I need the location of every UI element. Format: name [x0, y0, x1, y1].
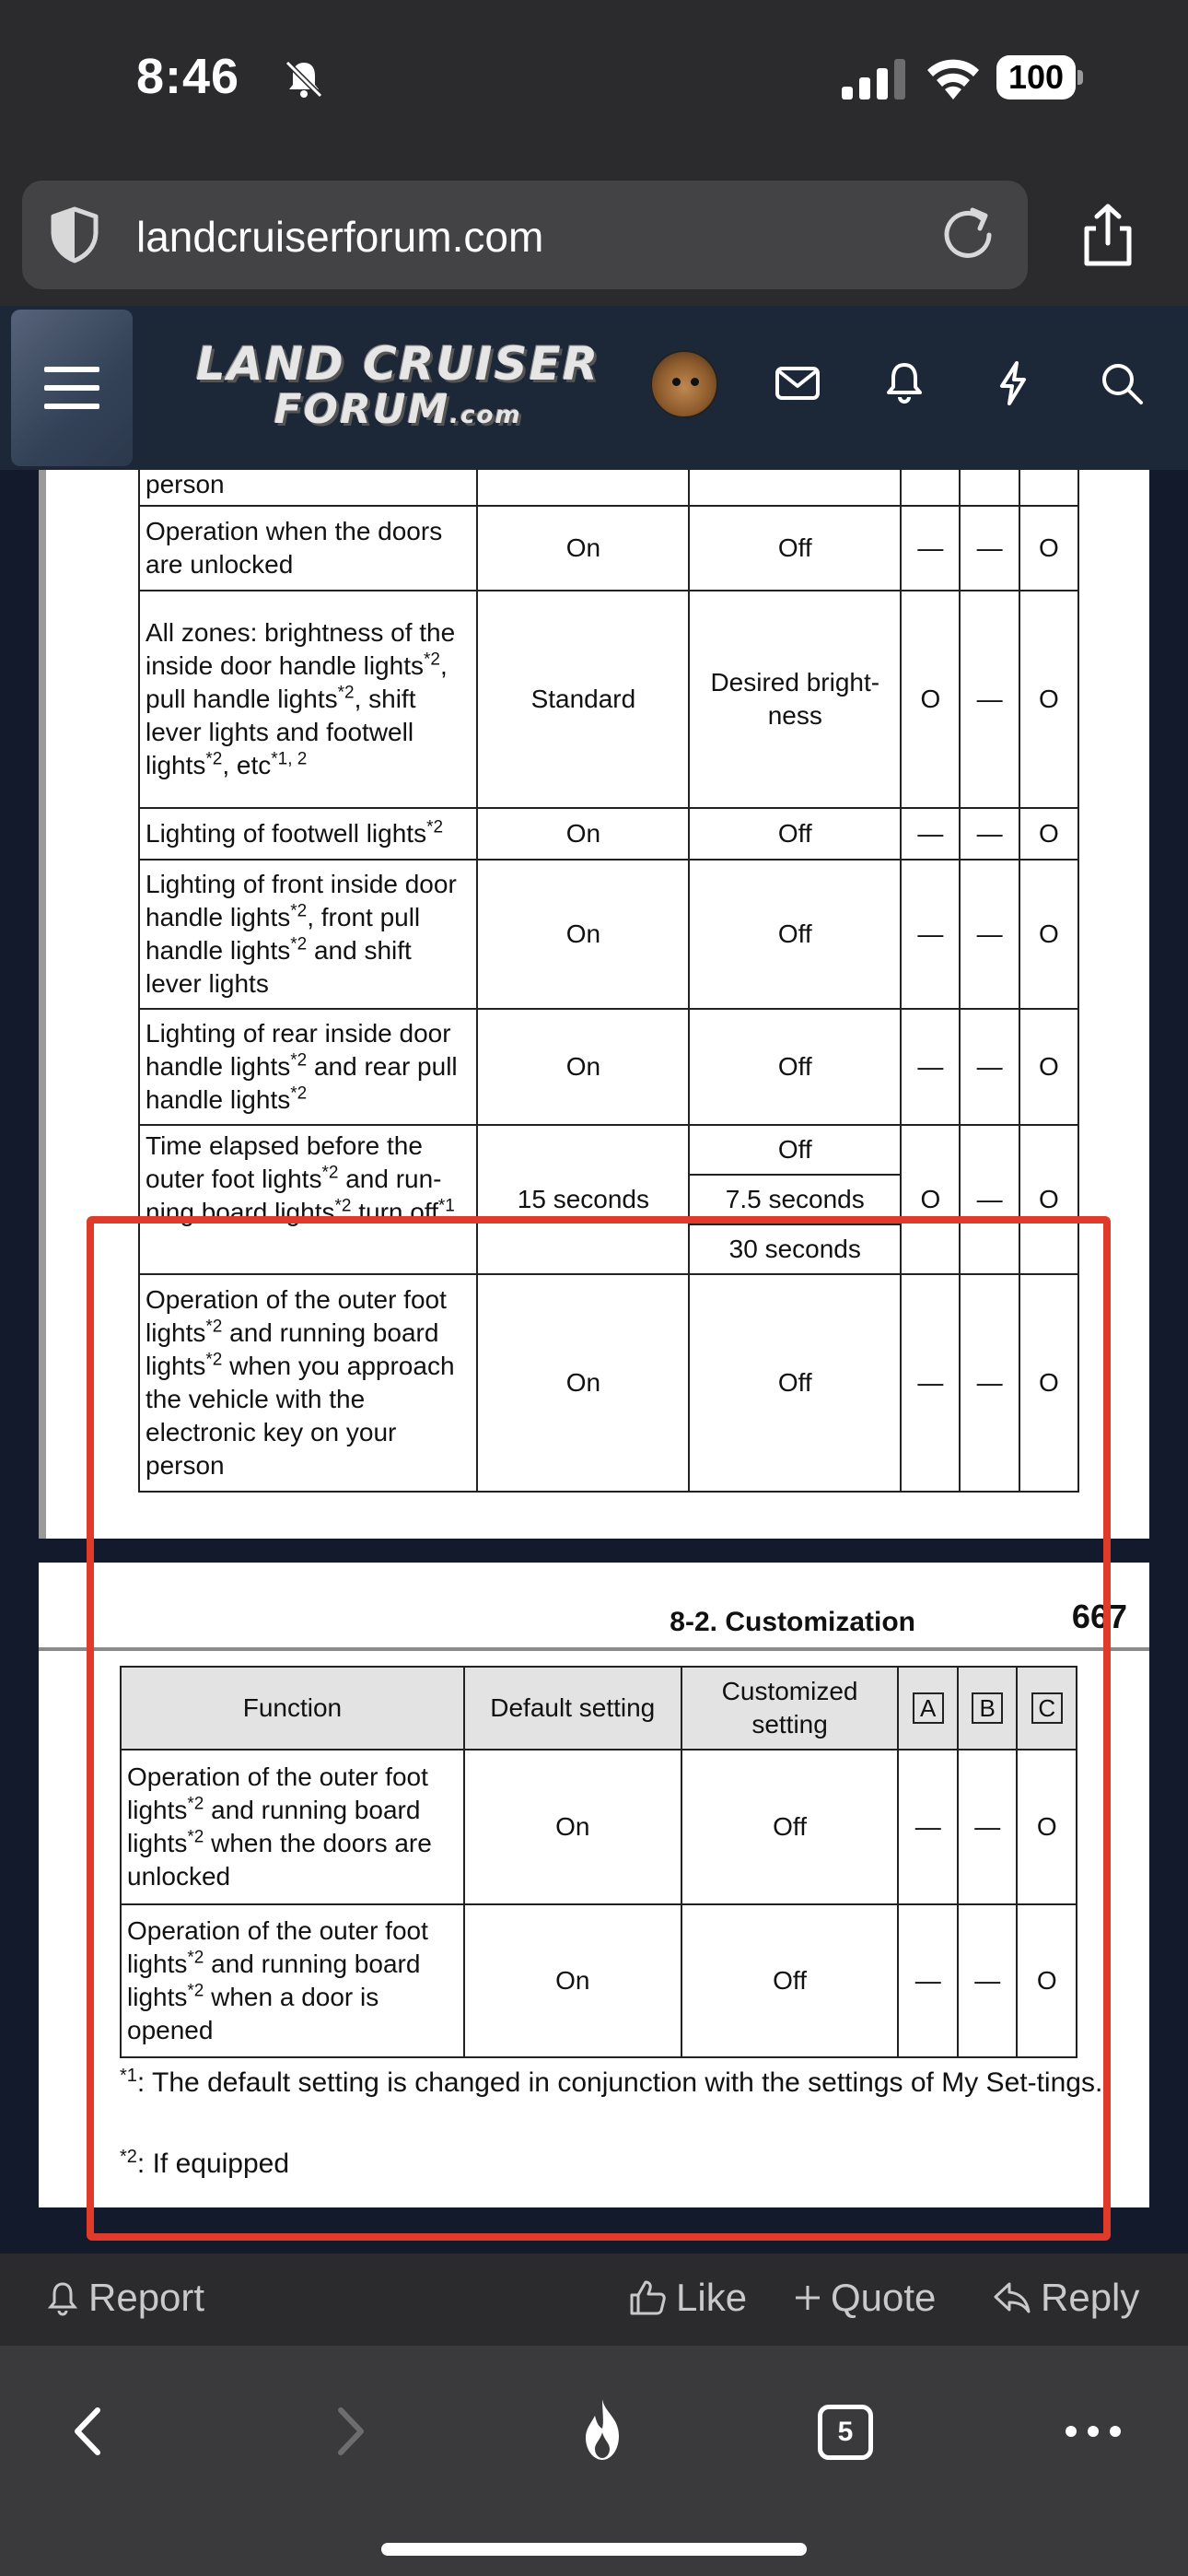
reply-button[interactable] [991, 2276, 1139, 2320]
page-number: 667 [1071, 1598, 1127, 1635]
col-b-cell: — [960, 1009, 1019, 1125]
flame-icon[interactable] [567, 2395, 637, 2465]
col-c-cell: O [1019, 860, 1078, 1009]
custom-cell: Off [681, 1904, 899, 2057]
more-icon[interactable] [1061, 2399, 1125, 2464]
col-c-cell: O [1019, 591, 1078, 808]
default-cell: On [464, 1750, 681, 1904]
footnote-2: $^{*2}$: If equipped [120, 2147, 290, 2179]
search-icon[interactable] [1096, 357, 1147, 409]
header-default: Default setting [464, 1667, 681, 1750]
col-b-cell: — [958, 1750, 1017, 1904]
logo-line1: LAND CRUISER [195, 337, 600, 391]
col-a-cell: O [901, 1125, 960, 1274]
home-indicator [381, 2543, 807, 2556]
col-c-cell: O [1019, 1125, 1078, 1274]
col-a-cell: — [901, 1274, 960, 1492]
function-cell: Lighting of footwell lights$^{*2}$ [139, 808, 477, 860]
col-b-cell: — [960, 1274, 1019, 1492]
table-row [139, 591, 1078, 808]
logo-forum: FORUM [274, 386, 450, 433]
custom-cell: Desired bright-ness [689, 591, 901, 808]
header-a: A [898, 1667, 957, 1750]
wifi-icon [925, 55, 982, 101]
default-cell: On [477, 1009, 689, 1125]
col-a-cell: — [901, 808, 960, 860]
custom-cell: Off [689, 1274, 901, 1492]
col-b-cell: — [958, 1904, 1017, 2057]
default-cell: On [477, 1274, 689, 1492]
battery-level: 100 [996, 55, 1076, 100]
col-c-cell: O [1019, 506, 1078, 591]
reload-icon[interactable] [934, 201, 1002, 269]
logo-line2 [177, 386, 619, 437]
envelope-icon[interactable] [772, 357, 823, 409]
table-header-row [121, 1667, 1077, 1750]
function-cell: Time elapsed before the outer foot lights$^{*2}$ and run-ning board lights$^{*2}$ turn off$^{*1}$ [139, 1125, 477, 1274]
section-title: 8-2. Customization [670, 1607, 915, 1637]
table-row [139, 860, 1078, 1009]
like-label: Like [676, 2276, 748, 2319]
custom-cell: Off [681, 1750, 899, 1904]
col-b-cell: — [960, 591, 1019, 808]
col-a-cell: — [901, 1009, 960, 1125]
function-cell: Operation when the doors are unlocked [139, 506, 477, 591]
col-c-cell: O [1019, 1009, 1078, 1125]
battery-tip [1077, 70, 1083, 85]
forum-logo[interactable] [177, 339, 619, 440]
header-c: C [1017, 1667, 1077, 1750]
custom-option: 7.5 seconds [689, 1175, 901, 1224]
plus-icon [792, 2282, 823, 2313]
custom-cell: Off [689, 808, 901, 860]
table-row [139, 1274, 1078, 1492]
col-c-cell: O [1019, 1274, 1078, 1492]
custom-cell: Off [689, 506, 901, 591]
quote-button[interactable] [792, 2276, 936, 2320]
header-custom: Customized setting [681, 1667, 899, 1750]
post-image[interactable] [0, 470, 1188, 2266]
bell-icon[interactable] [879, 357, 930, 409]
col-b-cell: — [960, 808, 1019, 860]
bell-icon [44, 2279, 81, 2316]
browser-toolbar [0, 2346, 1188, 2576]
avatar[interactable] [650, 350, 718, 418]
function-cell: All zones: brightness of the inside door handle lights$^{*2}$, pull handle lights$^{*2}$, shift lever lights and footwell lights$^{*2}$, etc$^{*1, 2}$ [139, 591, 477, 808]
default-cell: On [477, 506, 689, 591]
header-b: B [958, 1667, 1017, 1750]
default-cell: On [477, 808, 689, 860]
default-cell: On [477, 860, 689, 1009]
forum-header [0, 306, 1188, 470]
function-cell: Operation of the outer foot lights$^{*2}$ and running board lights$^{*2}$ when you approach the vehicle with the electronic key on your person [139, 1274, 477, 1492]
post-actions [0, 2254, 1188, 2346]
tabs-button[interactable]: 5 [818, 2405, 873, 2460]
report-label: Report [88, 2276, 205, 2319]
settings-table-top [138, 470, 1079, 1493]
bell-off-icon [282, 57, 326, 101]
settings-table-bottom [120, 1666, 1077, 2058]
back-icon[interactable] [57, 2399, 122, 2464]
manual-page-666 [39, 470, 1149, 1539]
footnote-1: $^{*1}$: The default setting is changed in conjunction with the settings of My Set-tings. [120, 2066, 1103, 2098]
header-function: Function [121, 1667, 464, 1750]
quote-label: Quote [831, 2276, 937, 2319]
table-row [121, 1904, 1077, 2057]
shield-icon[interactable] [44, 205, 105, 265]
table-row [139, 1125, 1078, 1175]
col-b-cell: — [960, 1125, 1019, 1274]
function-cell: Operation of the outer foot lights$^{*2}$ and running board lights$^{*2}$ when a door is opened [121, 1904, 464, 2057]
col-a-cell: — [901, 860, 960, 1009]
function-cell: Operation of the outer foot lights$^{*2}$ and running board lights$^{*2}$ when the doors are unlocked [121, 1750, 464, 1904]
table-row [139, 506, 1078, 591]
table-row [139, 470, 1078, 506]
default-cell: Standard [477, 591, 689, 808]
col-c-cell: O [1019, 808, 1078, 860]
status-bar [0, 0, 1188, 157]
report-button[interactable] [44, 2276, 204, 2320]
forward-icon[interactable] [317, 2399, 381, 2464]
function-cell: Lighting of front inside door handle lights$^{*2}$, front pull handle lights$^{*2}$ and shift lever lights [139, 860, 477, 1009]
col-a-cell: — [898, 1904, 957, 2057]
custom-option: 30 seconds [689, 1224, 901, 1274]
table-row [139, 808, 1078, 860]
divider [39, 1647, 1149, 1651]
reply-label: Reply [1041, 2276, 1140, 2319]
col-a-cell: — [901, 506, 960, 591]
url-text[interactable]: landcruiserforum.com [136, 213, 544, 261]
hamburger-menu-button[interactable] [11, 310, 133, 466]
table-row [121, 1750, 1077, 1904]
col-b-cell: — [960, 506, 1019, 591]
table-row [139, 1009, 1078, 1125]
share-icon[interactable] [1074, 201, 1142, 269]
logo-suffix: .com [449, 402, 522, 429]
col-a-cell: O [901, 591, 960, 808]
reply-icon [991, 2277, 1033, 2319]
custom-cell: Off [689, 860, 901, 1009]
manual-page-667 [39, 1563, 1149, 2207]
status-time: 8:46 [136, 49, 240, 104]
like-button[interactable] [626, 2276, 747, 2320]
col-c-cell: O [1017, 1750, 1077, 1904]
cellular-signal-icon [842, 59, 908, 100]
battery-indicator [996, 55, 1083, 100]
col-a-cell: — [898, 1750, 957, 1904]
default-cell: 15 seconds [477, 1125, 689, 1274]
address-bar[interactable] [22, 181, 1028, 289]
custom-option: Off [689, 1125, 901, 1175]
default-cell: On [464, 1904, 681, 2057]
function-cell: person [139, 470, 477, 506]
function-cell: Lighting of rear inside door handle lights$^{*2}$ and rear pull handle lights$^{*2}$ [139, 1009, 477, 1125]
col-b-cell: — [960, 860, 1019, 1009]
thumbs-up-icon [626, 2277, 669, 2319]
col-c-cell: O [1017, 1904, 1077, 2057]
lightning-icon[interactable] [987, 357, 1039, 409]
custom-cell: Off [689, 1009, 901, 1125]
